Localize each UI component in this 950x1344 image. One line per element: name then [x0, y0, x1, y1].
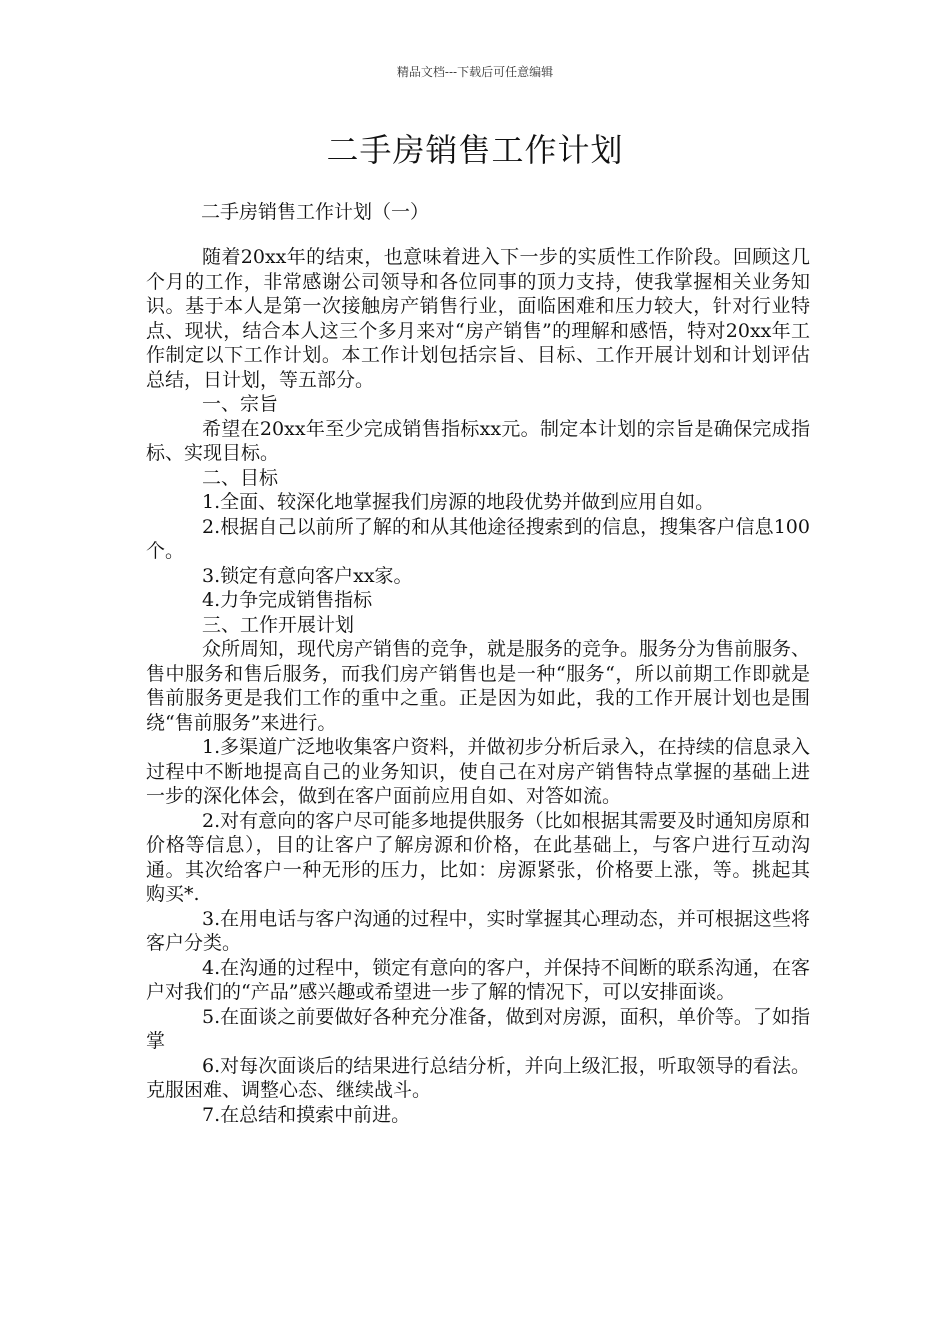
- goal-item: 2.根据自己以前所了解的和从其他途径搜索到的信息，搜集客户信息100个。: [146, 515, 810, 562]
- goal-item: 3.锁定有意向客户xx家。: [202, 564, 413, 587]
- plan-item: 3.在用电话与客户沟通的过程中，实时掌握其心理动态，并可根据这些将客户分类。: [146, 907, 810, 954]
- document-body: [146, 245, 810, 1127]
- paragraph-purpose: 希望在20xx年至少完成销售指标xx元。制定本计划的宗旨是确保完成指标、实现目标。: [146, 417, 810, 464]
- plan-item: 4.在沟通的过程中，锁定有意向的客户，并保持不间断的联系沟通，在客户对我们的“产品”感兴趣或希望进一步了解的情况下，可以安排面谈。: [146, 956, 810, 1003]
- goal-item: 1.全面、较深化地掌握我们房源的地段优势并做到应用自如。: [202, 491, 715, 513]
- heading-purpose: 一、宗旨: [202, 393, 279, 415]
- plan-item: 2.对有意向的客户尽可能多地提供服务（比如根据其需要及时通知房原和价格等信息），目的让客户了解房源和价格，在此基础上，与客户进行互动沟通。其次给客户一种无形的压力，比如：房源紧张，价格要上涨，等。挑起其购买*.: [146, 809, 810, 905]
- plan-item: 6.对每次面谈后的结果进行总结分析，并向上级汇报，听取领导的看法。克服困难、调整心态、继续战斗。: [146, 1054, 810, 1101]
- page-header-note: 精品文档---下载后可任意编辑: [396, 65, 554, 79]
- paragraph-intro: 随着20xx年的结束，也意味着进入下一步的实质性工作阶段。回顾这几个月的工作，非常感谢公司领导和各位同事的顶力支持，使我掌握相关业务知识。基于本人是第一次接触房产销售行业，面临困难和压力较大，针对行业特点、现状，结合本人这三个多月来对“房产销售”的理解和感悟，特对20xx年工作制定以下工作计划。本工作计划包括宗旨、目标、工作开展计划和计划评估总结，日计划，等五部分。: [146, 246, 810, 391]
- plan-item: 1.多渠道广泛地收集客户资料，并做初步分析后录入，在持续的信息录入过程中不断地提高自己的业务知识，使自己在对房产销售特点掌握的基础上进一步的深化体会，做到在客户面前应用自如、对答如流。: [146, 736, 810, 807]
- section-subtitle: 二手房销售工作计划（一）: [201, 201, 430, 223]
- goal-item: 4.力争完成销售指标: [202, 589, 373, 611]
- plan-item: 5.在面谈之前要做好各种充分准备，做到对房源，面积，单价等。了如指掌: [146, 1005, 810, 1052]
- document-title: 二手房销售工作计划: [326, 131, 624, 169]
- heading-work-plan: 三、工作开展计划: [202, 613, 355, 636]
- plan-item: 7.在总结和摸索中前进。: [202, 1103, 411, 1126]
- paragraph-work-plan: 众所周知，现代房产销售的竞争，就是服务的竞争。服务分为售前服务、售中服务和售后服务，而我们房产销售也是一种“服务“，所以前期工作即就是售前服务更是我们工作的重中之重。正是因为如此，我的工作开展计划也是围绕“售前服务”来进行。: [146, 638, 811, 734]
- heading-goals: 二、目标: [202, 466, 279, 489]
